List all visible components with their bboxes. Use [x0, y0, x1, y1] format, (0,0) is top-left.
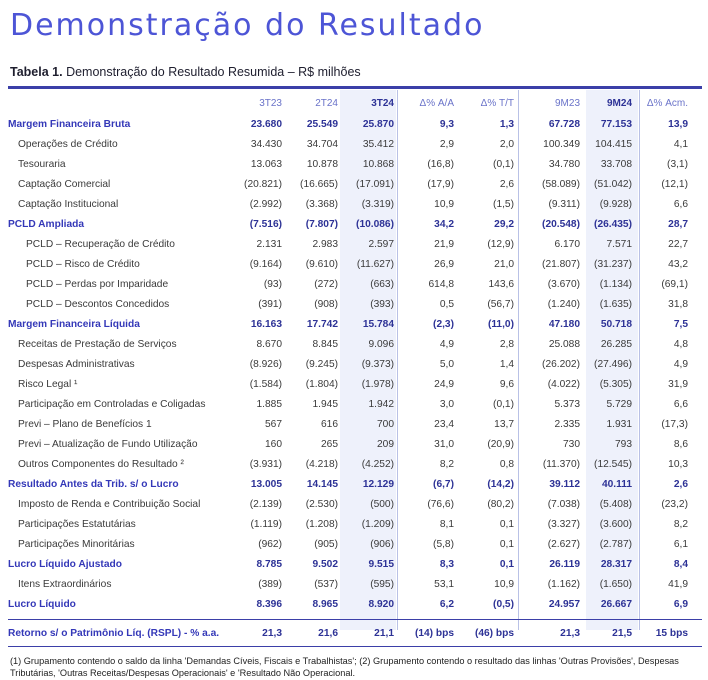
value-cell: 1.885	[256, 398, 282, 410]
value-cell: (3.319)	[361, 198, 394, 210]
header-cell: 3T24	[371, 97, 394, 109]
value-cell: (27.496)	[594, 358, 632, 370]
value-cell: (16,8)	[427, 158, 454, 170]
header-cell: Δ% Acm.	[646, 97, 688, 109]
value-cell: 6,6	[673, 198, 688, 210]
value-cell: (1.650)	[599, 578, 632, 590]
value-cell: (0,5)	[493, 598, 514, 610]
value-cell: 25.549	[306, 118, 338, 130]
value-cell: 13.063	[250, 158, 282, 170]
value-cell: 1.931	[606, 418, 632, 430]
value-cell: 1,4	[499, 358, 514, 370]
value-cell: (4.218)	[305, 458, 338, 470]
value-cell: (58.089)	[542, 178, 580, 190]
value-cell: (17,3)	[661, 418, 688, 430]
value-cell: 5.373	[554, 398, 580, 410]
value-cell: 700	[377, 418, 394, 430]
value-cell: 21,5	[612, 627, 632, 639]
value-cell: 50.718	[600, 318, 632, 330]
table-row	[8, 254, 694, 274]
value-cell: (595)	[370, 578, 394, 590]
table-row	[8, 514, 694, 534]
value-cell: (3.600)	[599, 518, 632, 530]
row-label: Imposto de Renda e Contribuição Social	[18, 498, 201, 510]
value-cell: (1.804)	[305, 378, 338, 390]
value-cell: (8.926)	[249, 358, 282, 370]
value-cell: (1,5)	[493, 198, 514, 210]
value-cell: (1.584)	[249, 378, 282, 390]
value-cell: 2.983	[312, 238, 338, 250]
table-label: Tabela 1.	[10, 65, 63, 79]
value-cell: 7.571	[606, 238, 632, 250]
value-cell: (1.208)	[305, 518, 338, 530]
value-cell: 39.112	[549, 478, 580, 490]
value-cell: 9.502	[312, 558, 338, 570]
value-cell: (1.978)	[361, 378, 394, 390]
value-cell: (2,3)	[433, 318, 454, 330]
value-cell: 8,3	[439, 558, 454, 570]
row-label: Tesouraria	[18, 158, 66, 170]
value-cell: 5.729	[606, 398, 632, 410]
value-cell: 26,9	[434, 258, 454, 270]
value-cell: (537)	[314, 578, 338, 590]
value-cell: 7,5	[673, 318, 688, 330]
value-cell: 2,6	[499, 178, 514, 190]
table-row	[8, 194, 694, 214]
value-cell: (6,7)	[433, 478, 454, 490]
value-cell: (2.627)	[547, 538, 580, 550]
row-label: Previ – Plano de Benefícios 1	[18, 418, 152, 430]
header-cell: 9M24	[606, 97, 632, 109]
value-cell: 25.088	[548, 338, 580, 350]
value-cell: (389)	[258, 578, 282, 590]
value-cell: 24.957	[548, 598, 580, 610]
value-cell: 0,1	[499, 538, 514, 550]
value-cell: 160	[265, 438, 282, 450]
value-cell: 53,1	[434, 578, 454, 590]
value-cell: (1.162)	[547, 578, 580, 590]
value-cell: (7.807)	[305, 218, 338, 230]
row-label: Lucro Líquido	[8, 598, 76, 610]
table-row	[8, 234, 694, 254]
value-cell: 26.119	[549, 558, 580, 570]
table-row	[8, 414, 694, 434]
value-cell: 0,5	[439, 298, 454, 310]
value-cell: (906)	[370, 538, 394, 550]
value-cell: (1.240)	[547, 298, 580, 310]
value-cell: (26.435)	[594, 218, 632, 230]
value-cell: (3.931)	[249, 458, 282, 470]
value-cell: 34.704	[306, 138, 338, 150]
value-cell: (5.305)	[599, 378, 632, 390]
value-cell: (51.042)	[594, 178, 632, 190]
value-cell: 28,7	[668, 218, 688, 230]
table-row	[8, 214, 694, 234]
value-cell: 77.153	[600, 118, 632, 130]
value-cell: 13.005	[250, 478, 282, 490]
table-row	[8, 594, 694, 614]
value-cell: 6,1	[673, 538, 688, 550]
row-label: Operações de Crédito	[18, 138, 118, 150]
header-cell: 9M23	[554, 97, 580, 109]
row-label: PCLD – Risco de Crédito	[26, 258, 140, 270]
row-label: Lucro Líquido Ajustado	[8, 558, 122, 570]
value-cell: (11,0)	[487, 318, 514, 330]
value-cell: (9.928)	[599, 198, 632, 210]
table-row	[8, 274, 694, 294]
table-caption	[10, 65, 361, 79]
value-cell: (393)	[370, 298, 394, 310]
row-label: Retorno s/ o Patrimônio Líq. (RSPL) - % a.a.	[8, 627, 220, 639]
value-cell: 2.131	[256, 238, 282, 250]
row-label: Captação Institucional	[18, 198, 119, 210]
value-cell: 26.667	[600, 598, 632, 610]
value-cell: 41,9	[668, 578, 688, 590]
value-cell: 8,4	[673, 558, 688, 570]
table-separator	[8, 619, 702, 620]
value-cell: (76,6)	[427, 498, 454, 510]
value-cell: (3.368)	[305, 198, 338, 210]
value-cell: (9.164)	[249, 258, 282, 270]
value-cell: 34.430	[250, 138, 282, 150]
header-cell: 3T23	[259, 97, 282, 109]
value-cell: 10.868	[362, 158, 394, 170]
row-label: Risco Legal ¹	[18, 378, 78, 390]
value-cell: (56,7)	[487, 298, 514, 310]
value-cell: 8,6	[673, 438, 688, 450]
value-cell: 22,7	[668, 238, 688, 250]
value-cell: (1.635)	[599, 298, 632, 310]
value-cell: (1.209)	[361, 518, 394, 530]
income-statement-table	[8, 92, 694, 645]
value-cell: 25.870	[362, 118, 394, 130]
table-row	[8, 434, 694, 454]
value-cell: 793	[615, 438, 632, 450]
value-cell: 8.396	[256, 598, 282, 610]
row-label: Participações Minoritárias	[18, 538, 135, 550]
value-cell: 67.728	[548, 118, 580, 130]
value-cell: 5,0	[439, 358, 454, 370]
value-cell: 40.111	[601, 478, 632, 490]
row-label: Previ – Atualização de Fundo Utilização	[18, 438, 198, 450]
value-cell: 4,8	[673, 338, 688, 350]
row-label: Despesas Administrativas	[18, 358, 135, 370]
value-cell: (7.516)	[249, 218, 282, 230]
value-cell: 6,6	[673, 398, 688, 410]
value-cell: 21,6	[318, 627, 338, 639]
value-cell: 23.680	[250, 118, 282, 130]
value-cell: (0,1)	[493, 158, 514, 170]
value-cell: (26.202)	[542, 358, 580, 370]
row-label: PCLD – Descontos Concedidos	[26, 298, 170, 310]
value-cell: (11.370)	[542, 458, 580, 470]
value-cell: (80,2)	[487, 498, 514, 510]
value-cell: 16.163	[250, 318, 282, 330]
value-cell: 0,8	[499, 458, 514, 470]
value-cell: 31,9	[668, 378, 688, 390]
value-cell: 143,6	[488, 278, 514, 290]
table-row	[8, 554, 694, 574]
value-cell: 17.742	[306, 318, 338, 330]
value-cell: 23,4	[434, 418, 454, 430]
value-cell: (12,1)	[661, 178, 688, 190]
value-cell: 730	[563, 438, 580, 450]
footnote: (1) Grupamento contendo o saldo da linha 'Demandas Cíveis, Fiscais e Trabalhistas'; (2) Grupamento contendo o resultado das linhas 'Outras Provisões', Despesas Tributárias, 'Outras Receitas/Despesas Operacionais' e 'Resultado Não Operacional.	[10, 656, 679, 678]
value-cell: 9.515	[368, 558, 394, 570]
value-cell: 4,9	[439, 338, 454, 350]
value-cell: 1,3	[499, 118, 514, 130]
value-cell: 28.317	[600, 558, 632, 570]
value-cell: (21.807)	[542, 258, 580, 270]
value-cell: 6,9	[673, 598, 688, 610]
value-cell: 21,3	[560, 627, 580, 639]
value-cell: 35.412	[362, 138, 394, 150]
value-cell: 15.784	[362, 318, 394, 330]
page-title: Demonstração do Resultado	[10, 8, 485, 43]
value-cell: (2.530)	[305, 498, 338, 510]
value-cell: 0,1	[499, 558, 514, 570]
value-cell: (10.086)	[356, 218, 394, 230]
value-cell: 1.945	[312, 398, 338, 410]
value-cell: 567	[265, 418, 282, 430]
value-cell: (9.245)	[305, 358, 338, 370]
value-cell: 34.780	[548, 158, 580, 170]
value-cell: 8,2	[673, 518, 688, 530]
value-cell: (3,1)	[667, 158, 688, 170]
value-cell: (3.327)	[547, 518, 580, 530]
value-cell: 43,2	[668, 258, 688, 270]
value-cell: 104.415	[595, 138, 632, 150]
value-cell: 6.170	[554, 238, 580, 250]
value-cell: (272)	[314, 278, 338, 290]
value-cell: 10,9	[434, 198, 454, 210]
row-label: Outros Componentes do Resultado ²	[18, 458, 184, 470]
row-label: Itens Extraordinários	[18, 578, 112, 590]
row-label: PCLD – Recuperação de Crédito	[26, 238, 175, 250]
value-cell: (20.821)	[244, 178, 282, 190]
table-row	[8, 374, 694, 394]
table-row	[8, 334, 694, 354]
value-cell: (2.787)	[599, 538, 632, 550]
value-cell: 8,2	[439, 458, 454, 470]
table-caption-text: Demonstração do Resultado Resumida – R$ milhões	[66, 65, 361, 79]
value-cell: (5,8)	[433, 538, 454, 550]
row-label: Resultado Antes da Trib. s/ o Lucro	[8, 478, 179, 490]
value-cell: 1.942	[368, 398, 394, 410]
value-cell: 6,2	[439, 598, 454, 610]
value-cell: 10,9	[494, 578, 514, 590]
value-cell: 15 bps	[655, 627, 688, 639]
value-cell: (905)	[314, 538, 338, 550]
row-label: PCLD – Perdas por Imparidade	[26, 278, 169, 290]
value-cell: 9.096	[368, 338, 394, 350]
value-cell: (14,2)	[487, 478, 514, 490]
value-cell: 614,8	[428, 278, 454, 290]
table-row	[8, 474, 694, 494]
value-cell: (5.408)	[599, 498, 632, 510]
value-cell: (2.992)	[249, 198, 282, 210]
row-label: Participações Estatutárias	[18, 518, 136, 530]
value-cell: (0,1)	[493, 398, 514, 410]
header-cell: 2T24	[315, 97, 338, 109]
value-cell: (2.139)	[249, 498, 282, 510]
value-cell: (7.038)	[547, 498, 580, 510]
value-cell: 21,0	[494, 258, 514, 270]
row-label: Receitas de Prestação de Serviços	[18, 338, 177, 350]
row-label: Captação Comercial	[18, 178, 111, 190]
value-cell: (23,2)	[661, 498, 688, 510]
header-cell: Δ% T/T	[480, 97, 514, 109]
table-row	[8, 174, 694, 194]
value-cell: 26.285	[600, 338, 632, 350]
value-cell: 265	[321, 438, 338, 450]
value-cell: 2,9	[439, 138, 454, 150]
value-cell: 12.129	[362, 478, 394, 490]
value-cell: (3.670)	[547, 278, 580, 290]
value-cell: 8.965	[312, 598, 338, 610]
table-row	[8, 154, 694, 174]
value-cell: 2,0	[499, 138, 514, 150]
value-cell: 8.785	[256, 558, 282, 570]
value-cell: 31,0	[434, 438, 454, 450]
value-cell: 24,9	[434, 378, 454, 390]
value-cell: (4.022)	[547, 378, 580, 390]
value-cell: 209	[377, 438, 394, 450]
value-cell: 34,2	[434, 218, 454, 230]
value-cell: (1.134)	[599, 278, 632, 290]
value-cell: (93)	[263, 278, 282, 290]
value-cell: (46) bps	[474, 627, 514, 639]
table-row	[8, 294, 694, 314]
value-cell: 616	[321, 418, 338, 430]
value-cell: 0,1	[499, 518, 514, 530]
value-cell: (500)	[370, 498, 394, 510]
value-cell: (9.610)	[305, 258, 338, 270]
value-cell: 31,8	[668, 298, 688, 310]
value-cell: (14) bps	[414, 627, 454, 639]
value-cell: 100.349	[543, 138, 580, 150]
table-row	[8, 494, 694, 514]
value-cell: (9.311)	[548, 198, 580, 210]
value-cell: 8.670	[256, 338, 282, 350]
value-cell: 33.708	[600, 158, 632, 170]
table-top-rule	[8, 86, 702, 89]
value-cell: (12,9)	[487, 238, 514, 250]
value-cell: (4.252)	[361, 458, 394, 470]
value-cell: 10,3	[668, 458, 688, 470]
value-cell: (31.237)	[594, 258, 632, 270]
row-label: Margem Financeira Bruta	[8, 118, 131, 130]
value-cell: 4,1	[673, 138, 688, 150]
value-cell: 14.145	[306, 478, 338, 490]
value-cell: 9,3	[439, 118, 454, 130]
table-row	[8, 534, 694, 554]
value-cell: 13,7	[494, 418, 514, 430]
value-cell: (20,9)	[487, 438, 514, 450]
value-cell: 47.180	[548, 318, 580, 330]
value-cell: (69,1)	[661, 278, 688, 290]
value-cell: 21,1	[374, 627, 394, 639]
value-cell: 8,1	[439, 518, 454, 530]
return-row	[8, 621, 694, 645]
value-cell: 2.597	[368, 238, 394, 250]
row-label: Margem Financeira Líquida	[8, 318, 140, 330]
value-cell: 3,0	[439, 398, 454, 410]
value-cell: (17.091)	[356, 178, 394, 190]
value-cell: (17,9)	[427, 178, 454, 190]
value-cell: (20.548)	[542, 218, 580, 230]
value-cell: 13,9	[668, 118, 688, 130]
value-cell: 9,6	[499, 378, 514, 390]
value-cell: 2,8	[499, 338, 514, 350]
table-row	[8, 314, 694, 334]
value-cell: (663)	[370, 278, 394, 290]
value-cell: 21,9	[434, 238, 454, 250]
table-row	[8, 394, 694, 414]
value-cell: (962)	[258, 538, 282, 550]
table-row	[8, 354, 694, 374]
row-label: PCLD Ampliada	[8, 218, 85, 230]
table-row	[8, 454, 694, 474]
value-cell: 10.878	[306, 158, 338, 170]
value-cell: 2,6	[673, 478, 688, 490]
value-cell: 4,9	[673, 358, 688, 370]
value-cell: (1.119)	[250, 518, 282, 530]
value-cell: (12.545)	[594, 458, 632, 470]
value-cell: (11.627)	[356, 258, 394, 270]
table-bottom-rule	[8, 646, 702, 647]
table-header-row	[8, 92, 694, 114]
value-cell: 8.920	[368, 598, 394, 610]
header-cell: Δ% A/A	[419, 97, 454, 109]
value-cell: (908)	[314, 298, 338, 310]
value-cell: 2.335	[554, 418, 580, 430]
value-cell: 29,2	[494, 218, 514, 230]
header-label-cell	[8, 92, 234, 114]
value-cell: 21,3	[262, 627, 282, 639]
value-cell: (16.665)	[300, 178, 338, 190]
table-row	[8, 134, 694, 154]
value-cell: 8.845	[312, 338, 338, 350]
value-cell: (9.373)	[361, 358, 394, 370]
value-cell: (391)	[258, 298, 282, 310]
table-row	[8, 574, 694, 594]
table-row	[8, 114, 694, 134]
row-label: Participação em Controladas e Coligadas	[18, 398, 206, 410]
